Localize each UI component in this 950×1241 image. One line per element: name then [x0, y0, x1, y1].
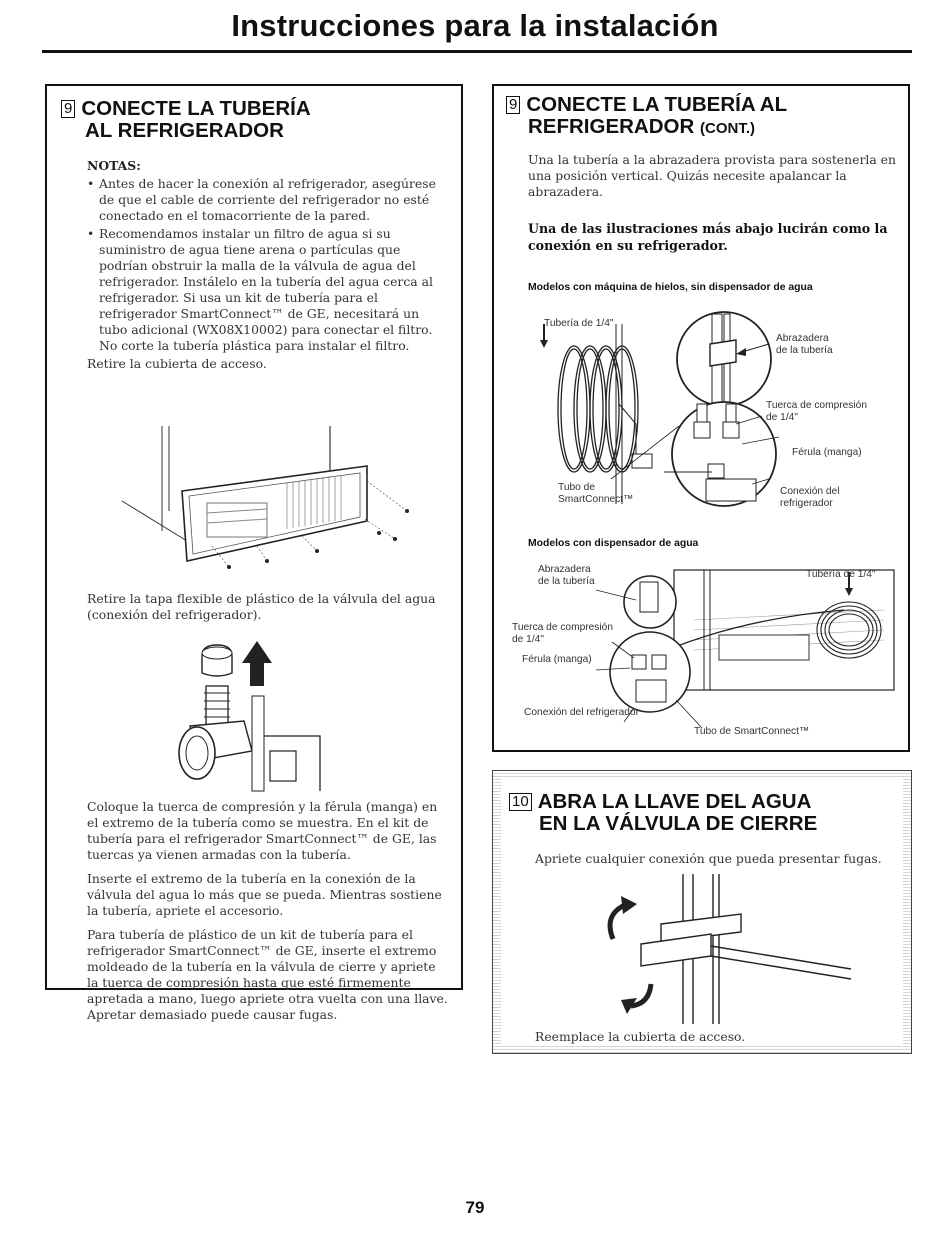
page-title: Instrucciones para la instalación	[231, 8, 719, 43]
remove-cover-text: Retire la cubierta de acceso.	[87, 356, 267, 371]
shutoff-valve-illustration	[601, 874, 861, 1024]
step-number: 9	[506, 96, 520, 114]
note-item: • Recomendamos instalar un filtro de agua si su suministro de agua tiene arena o partículas que podrían obstruir la malla de la válvula de agua del refrigerador. Instálelo en la tubería del agua cerca al refrigerador. Si usa un kit de tubería para el refrigerador SmartConnect™ de GE, necesitará un tubo adicional (WX08X10002) para conectar el filtro. No corte la tubería plástica para instalar el filtro.	[87, 226, 449, 354]
step-10-text: Apriete cualquier conexión que pueda presentar fugas.	[535, 851, 882, 866]
access-cover-illustration	[117, 421, 437, 571]
diagram-2-caption: Modelos con dispensador de agua	[528, 538, 699, 549]
remove-cap-text: Retire la tapa flexible de plástico de la válvula del agua (conexión del refrigerador).	[87, 591, 436, 622]
instruction-paragraph: Para tubería de plástico de un kit de tubería para el refrigerador SmartConnect™ de GE, inserte el extremo moldeado de la tubería en la válvula de cierre y apriete la tuerca de compresión hasta que esté firmemente apretada a mano, luego apriete otra vuelta con una llave. Apretar demasiado puede causar fugas.	[87, 927, 448, 1022]
notes-title: NOTAS:	[87, 158, 141, 173]
intro-text: Una la tubería a la abrazadera provista para sostenerla en una posición vertical. Quizás necesite apalancar la abrazadera.	[528, 152, 896, 199]
note-item: • Antes de hacer la conexión al refrigerador, asegúrese de que el cable de corriente del refrigerador no esté conectado en el tomacorriente de la pared.	[87, 176, 449, 224]
step-9-panel	[45, 84, 463, 1022]
replace-cover-text: Reemplace la cubierta de acceso.	[535, 1029, 746, 1044]
step-10-heading: 10 ABRA LA LLAVE DEL AGUA EN LA VÁLVULA DE CIERRE	[509, 791, 817, 835]
step-9-heading: 9 CONECTE LA TUBERÍA AL REFRIGERADOR	[61, 98, 311, 142]
step-10-panel	[492, 770, 912, 1054]
step-9-cont-panel: 9 CONECTE LA TUBERÍA AL REFRIGERADOR (CONT.) Una la tubería a la abrazadera provista para sostenerla en una posición vertical. Quizás necesite apalancar la abrazadera. Una de las ilustraciones más abajo lucirán como la conexión en su refrigerador. Modelos con máquina de hielos, sin dispensador de agua Tubería de 1/4" Abrazadera de la tubería Tuerca de compresión de 1/4" Férula (manga) Tubo de SmartConnect™ Conexión del refrigerador Modelos con dispensador de agua Abrazadera de la tubería Tubería de 1/4" Tuerca de compresión de 1/4" Férula (manga) Conexión del refrigerador Tubo de SmartConnect™	[492, 84, 910, 752]
instruction-paragraph: Inserte el extremo de la tubería en la conexión de la válvula del agua lo más que se pueda. Mientras sostiene la tubería, apriete el accesorio.	[87, 871, 442, 918]
step-number: 10	[509, 793, 532, 811]
bold-note: Una de las ilustraciones más abajo lucirán como la conexión en su refrigerador.	[528, 221, 888, 253]
step-9-cont-heading: 9 CONECTE LA TUBERÍA AL REFRIGERADOR (CONT.)	[506, 94, 787, 140]
step-number: 9	[61, 100, 75, 118]
instructions-block	[87, 799, 449, 1031]
instruction-paragraph: Coloque la tuerca de compresión y la férula (manga) en el extremo de la tubería como se muestra. En el kit de tubería para el refrigerador SmartConnect™ de GE, las tuercas ya vienen armadas con la tubería.	[87, 799, 438, 862]
notes-list	[87, 176, 449, 354]
notes-block	[87, 158, 449, 380]
valve-cap-illustration	[172, 641, 342, 791]
title-rule	[42, 50, 912, 53]
diagram-1-caption: Modelos con máquina de hielos, sin dispensador de agua	[528, 282, 813, 293]
page-number: 79	[465, 1198, 485, 1217]
